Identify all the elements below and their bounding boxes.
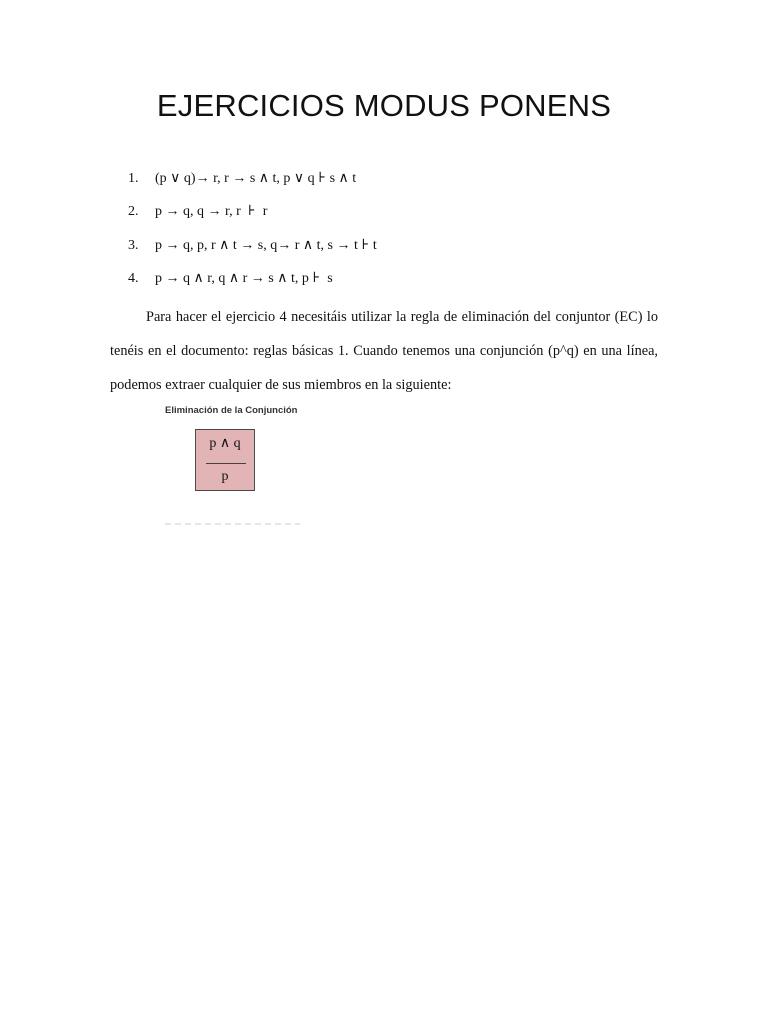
rule-premise: p ∧ q xyxy=(209,436,241,451)
conjunction-elimination-figure xyxy=(165,405,305,484)
rule-conclusion: p xyxy=(221,469,229,484)
exercise-number: 4. xyxy=(128,270,139,286)
page-title: EJERCICIOS MODUS PONENS xyxy=(156,88,612,123)
exercise-text: (p ∨ q)→ r, r → s ∧ t, p ∨ q ⊦ s ∧ t xyxy=(155,171,357,186)
figure-caption: Eliminación de la Conjunción xyxy=(165,405,298,416)
exercise-number: 2. xyxy=(128,204,139,220)
inference-rule-box xyxy=(195,429,255,491)
exercise-number: 3. xyxy=(128,237,139,253)
exercise-text: p → q, p, r ∧ t → s, q→ r ∧ t, s → t ⊦ t xyxy=(155,237,377,253)
instructions-paragraph: Para hacer el ejercicio 4 necesitáis utilizar la regla de eliminación del conjuntor (EC) lo tenéis en el documento: reglas básicas 1. Cuando tenemos una conjunción (p^q) en una línea, podemos extraer cualquier de sus miembros en la siguiente: xyxy=(110,309,658,393)
list-item xyxy=(128,168,377,201)
exercise-text: p → q ∧ r, q ∧ r → s ∧ t, p ⊦ s xyxy=(155,270,333,286)
exercise-text: p → q, q → r, r ⊦ r xyxy=(155,204,268,220)
list-item xyxy=(128,268,377,301)
list-item xyxy=(128,235,377,268)
inference-line xyxy=(206,463,246,464)
list-item xyxy=(128,201,377,234)
exercise-number: 1. xyxy=(128,171,139,186)
exercise-list xyxy=(128,168,377,301)
cropped-image-edge xyxy=(165,523,300,525)
